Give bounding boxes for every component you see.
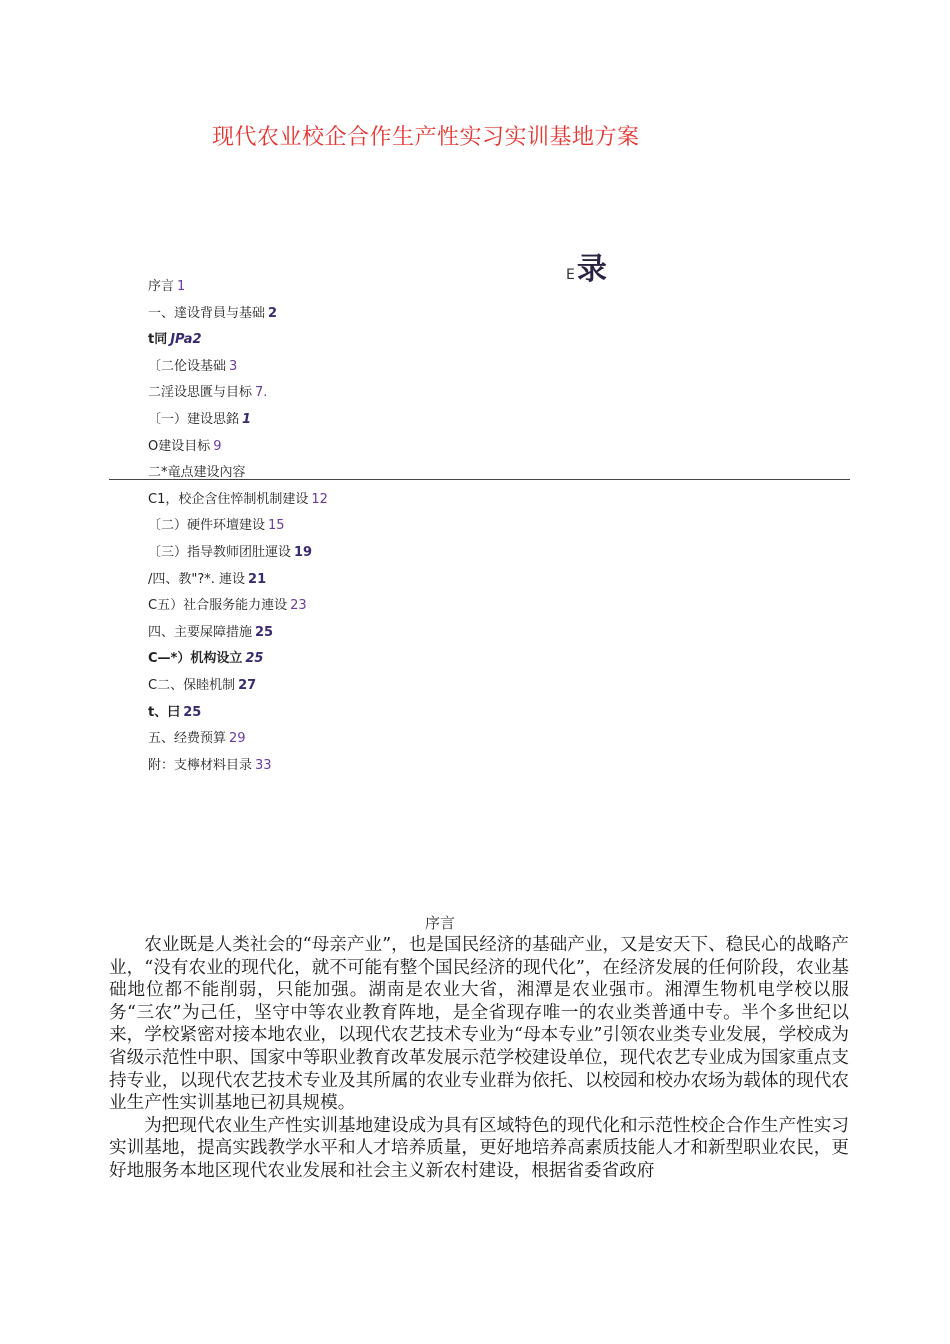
toc-item[interactable] — [148, 571, 328, 598]
table-of-contents — [148, 278, 328, 783]
toc-item-text: 〔二）硬件环壇建设 — [148, 518, 266, 534]
toc-item-page: 25 — [245, 651, 264, 667]
toc-item[interactable] — [148, 278, 328, 305]
toc-item-page: 3 — [229, 358, 238, 374]
toc-item[interactable] — [148, 305, 328, 332]
toc-item-page: 21 — [248, 571, 267, 587]
toc-heading — [566, 244, 607, 288]
toc-item-text: 四、主要屎障措施 — [148, 624, 253, 640]
toc-item-text: /四、教"?*. 連设 — [148, 571, 246, 587]
toc-item-text: 附：支檸材料目录 — [148, 757, 253, 773]
toc-item-text: 序言 — [148, 279, 175, 294]
toc-item-page: 27 — [238, 677, 257, 693]
toc-item[interactable] — [148, 730, 328, 757]
toc-item-text: C1，校企含住悴制机制建设 — [148, 491, 309, 507]
toc-item-text: 二淫设思匱与目标 — [148, 385, 253, 401]
toc-item[interactable] — [148, 517, 328, 544]
toc-item-page: 29 — [229, 731, 246, 747]
toc-heading-text: 录 — [576, 252, 607, 287]
toc-item[interactable] — [148, 411, 328, 438]
toc-item-text: t、曰 — [148, 704, 181, 720]
toc-heading-prefix: E — [566, 267, 575, 283]
paragraph: 农业既是人类社会的“母亲产业”，也是国民经济的基础产业，又是安天下、稳民心的战略产业，“没有农业的现代化，就不可能有整个国民经济的现代化”，在经济发展的任何阶段，农业基础地位都不能削弱，只能加强。湖南是农业大省，湘潭是农业强市。湘潭生物机电学校以服务“三农”为己任，坚守中等农业教育阵地，是全省现存唯一的农业类普通中专。半个多世纪以来，学校紧密对接本地农业，以现代农艺技术专业为“母本专业”引领农业类专业发展，学校成为省级示范性中职、国家中等职业教育改革发展示范学校建设单位，现代农艺专业成为国家重点支持专业，以现代农艺技术专业及其所属的农业专业群为依托、以校园和校办农场为载体的现代农业生产性实训基地已初具规模。 — [109, 935, 849, 1114]
toc-item-page: JPa2 — [170, 332, 202, 348]
document-title: 现代农业校企合作生产性实习实训基地方案 — [212, 125, 640, 150]
toc-item[interactable] — [148, 704, 328, 731]
toc-item-text: 〔一）建设思銘 — [148, 411, 240, 427]
toc-item-text: 五、经费预算 — [148, 731, 227, 747]
toc-item[interactable] — [148, 464, 328, 491]
toc-item[interactable] — [148, 624, 328, 651]
toc-item[interactable] — [148, 677, 328, 704]
toc-item-text: C二、保睦机制 — [148, 677, 236, 693]
toc-item-text: 〔三）指导教师团肚運设 — [148, 544, 292, 560]
toc-item[interactable] — [148, 491, 328, 518]
toc-item[interactable] — [148, 757, 328, 784]
toc-item-text: C—*）机构设立 — [148, 651, 243, 667]
toc-item-page: 33 — [255, 757, 272, 773]
toc-item-text: 〔二伦设基础 — [148, 358, 227, 374]
toc-item-text: 一、達设背員与基础 — [148, 305, 266, 321]
toc-item[interactable] — [148, 544, 328, 571]
body-text — [109, 934, 849, 1183]
paragraph: 为把现代农业生产性实训基地建设成为具有区域特色的现代化和示范性校企合作生产性实习实训基地，提高实践教学水平和人才培养质量，更好地培养高素质技能人才和新型职业农民，更好地服务本地区现代农业发展和社会主义新农村建设，根据省委省政府 — [109, 1115, 849, 1181]
toc-item-text: C五）社合服务能力連设 — [148, 598, 288, 614]
toc-item[interactable] — [148, 331, 328, 358]
toc-item-text: O建设目标 — [148, 438, 211, 454]
toc-item[interactable] — [148, 358, 328, 385]
horizontal-divider — [109, 479, 850, 480]
toc-item-text: 二*竜点建设內容 — [148, 465, 246, 481]
toc-item-page: 15 — [268, 518, 285, 534]
toc-item-page: 25 — [183, 704, 202, 720]
toc-item[interactable] — [148, 438, 328, 465]
toc-item-page: 12 — [311, 491, 328, 507]
toc-item-page: 9 — [213, 438, 222, 454]
toc-item[interactable] — [148, 597, 328, 624]
toc-item-page: 23 — [290, 598, 307, 614]
toc-item[interactable] — [148, 650, 328, 677]
toc-item-page: 19 — [294, 544, 313, 560]
toc-item-page: 25 — [255, 624, 274, 640]
toc-item-text: t同 — [148, 332, 168, 348]
toc-item-page: 1 — [177, 279, 186, 294]
toc-item-page: 7. — [255, 385, 268, 401]
toc-item[interactable] — [148, 384, 328, 411]
toc-item-page: 2 — [268, 305, 278, 321]
toc-item-page: 1 — [242, 411, 252, 427]
section-heading: 序言 — [424, 914, 455, 932]
